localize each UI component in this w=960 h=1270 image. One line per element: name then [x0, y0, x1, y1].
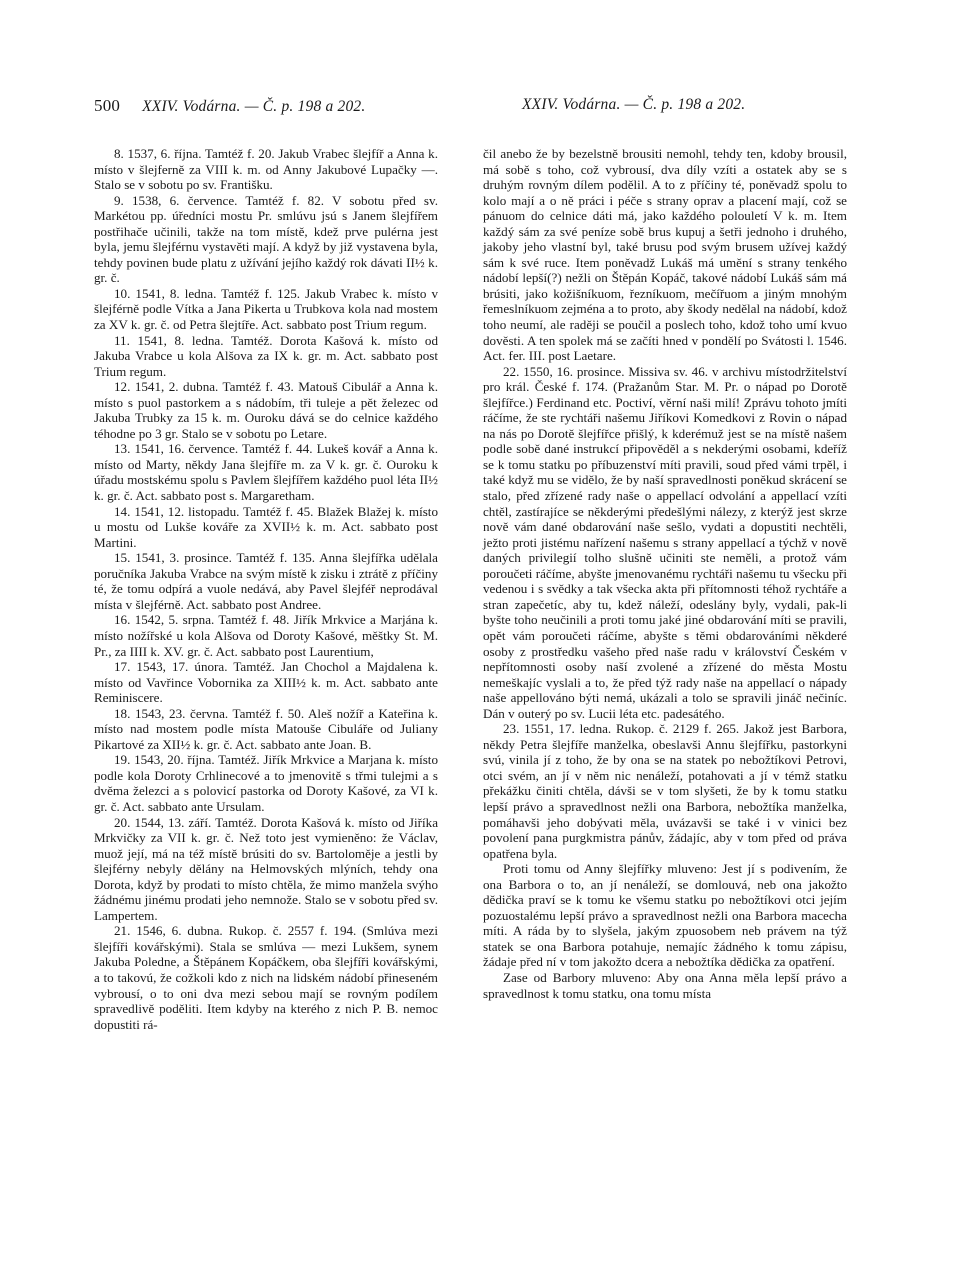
entry-21: 21. 1546, 6. dubna. Rukop. č. 2557 f. 194. (Smlúva mezi šlejfíři kovářskými). Stala se smlúva — mezi Lukšem, synem Jakuba Poledne, a Štěpánem Kopáčkem, oba šlejfíři kovářskými, a to takovú, že cožkoli kdo z nich na lidském nádobí přineseném vybrousí, o to oni dva mezi sebou mají se rovným podílem spravedlivě poděliti. Item kdyby na kterého z nich P. B. nemoc dopustiti rá-	[94, 923, 438, 1032]
entry-15: 15. 1541, 3. prosince. Tamtéž f. 135. Anna šlejfířka udělala poručníka Jakuba Vrabce na svým místě k zisku i ztrátě z příčiny té, že tomu odpírá a vuole nedává, aby Pavel šlejféř neprodával místa v šlejférně. Act. sabbato post Andree.	[94, 550, 438, 612]
page-number: 500	[94, 96, 121, 115]
entry-23-rebuttal: Zase od Barbory mluveno: Aby ona Anna měla lepší právo a spravedlnost k tomu statku, ona tomu místa	[483, 969, 847, 1001]
right-running-title: XXIV. Vodárna. — Č. p. 198 a 202.	[522, 96, 746, 113]
entry-10: 10. 1541, 8. ledna. Tamtéž f. 125. Jakub Vrabec k. místo v šlejférně podle Vítka a Jana Pikerta u Trubkova kola nad mostem za XV k. gr. č. od Petra šlejtíře. Act. sabbato post Trium regum.	[94, 285, 438, 333]
entry-13: 13. 1541, 16. července. Tamtéž f. 44. Lukeš kovář a Anna k. místo od Marty, někdy Jana šlejfíře m. za V k. gr. č. Ouroku k úřadu mostskému spolu s Pavlem šlejfířem každého puol léta II½ k. gr. č. Act. sabbato post s. Margaretham.	[94, 441, 438, 504]
entry-17: 17. 1543, 17. února. Tamtéž. Jan Chochol a Majdalena k. místo od Vavřince Vobornika za XIII½ k. m. Act. sabbato ante Reminiscere.	[94, 659, 438, 706]
entry-23: 23. 1551, 17. ledna. Rukop. č. 2129 f. 265. Jakož jest Barbora, někdy Petra šlejfíře manželka, obeslavši Annu šlejfířku, pastorkyni svú, vinila jí z toho, že by ona se na statek po nebožtíkovi Petrovi, otci svém, an jí v něm nic nenáleží, potahovati a jí v témž statku překážku činiti chtěla, dávši se v tom slyšeti, že by k tomu statku lepší právo a spravedlnost nežli ona Barbora, nebožtíka manželka, pomáhavši jeho dobývati měla, uvázavši se také i v vinici bez povolení pana purgkmistra pánův, žádajíc, aby v tom před od práva opatřena byla.	[483, 721, 847, 861]
entry-11: 11. 1541, 8. ledna. Tamtéž. Dorota Kašová k. místo od Jakuba Vrabce u kola Alšova za IX k. gr. m. Act. sabbato post Trium regum.	[94, 332, 438, 379]
left-running-title: XXIV. Vodárna. — Č. p. 198 a 202.	[142, 98, 366, 115]
entry-16: 16. 1542, 5. srpna. Tamtéž f. 48. Jiřík Mrkvice a Marjána k. místo nožířské u kola Alšova od Doroty Kašové, měštky St. M. Pr., za IIII k. XV. gr. č. Act. sabbato post Laurentium,	[94, 612, 438, 659]
left-text-column	[94, 146, 438, 1032]
entry-22: 22. 1550, 16. prosince. Missiva sv. 46. v archivu místodržitelství pro král. České f. 174. (Pražanům Star. M. Pr. o nápad po Dorotě šlejfířce.) Ferdinand etc. Poctiví, věrní naši milí! Zprávu tohoto jmíti ráčíme, že ste rychtáři našemu Jiříkovi Komedkovi z Rovin o nápad na nás po Dorotě šlejfířce přišlý, k kderémuž jest se na místě našem podle sobě dané instrukcí připověděl a s nekderými osobami, kdeříž se k tomu statku po příbuzenství míti pravili, soud před vámi trpěl, i také když mu se vidělo, že by naší spravedlnosti poněkud skrácení se stalo, před zřízené rady naše o appellací odvolání a appellací vzíti chtěl, zastírajíce se někderými předešlými nálezy, z kterýž jest skrze nově vám dané obdarování naše sešlo, vydati a dopustiti nechtěli, ježto proti jistému nařízení našemu s strany appellací a týchž v nově daných privilegií tolho slušně učiniti ste neměli, a protož vám poroučeti ráčíme, abyšte jmenovanému rychtáři našemu tu všecku při vedenou i s svědky a tak všecka akta při přítomnosti téhož rychtáře a stran zapečetíc, aby tu, kdež náleží, odeslány byly, vydali, pak-li byšte toho neučinili a proti tomu jaké jiné obdarování míti se pravili, opět vám poroučeti ráčíme, abyšte s těmi obdarováními někderé osoby z prostředku vašeho před naše radu v království Českém v nepřítomnosti osoby naší zvolené a zřízené do města Mostu nemeškajíc vyslali a to, že před týž rady naše na appellací o nápady naše appellováno býti nemá, ukázali a tolo se spravili jináč nečiníc. Dán v outerý po sv. Lucii léta etc. padesátého.	[483, 363, 847, 721]
entry-23-reply: Proti tomu od Anny šlejfířky mluveno: Jest jí s podivením, že ona Barbora o to, an jí nenáleží, se domlouvá, neb ona jakožto dědička praví se k tomu ke všemu statku po nebožtíkovi otci jejím pozuostalému lepší právo a spravedlnost nežli ona Barbora macecha míti. A ráda by to slyšela, jakým zpuosobem neb právem na týž statek se ona Barbora potahuje, nemajíc žádného k tomu zápisu, žádaje před ní v tom jakožto dcera a nebožtíka dědička za opatření.	[483, 861, 847, 970]
entry-8: 8. 1537, 6. října. Tamtéž f. 20. Jakub Vrabec šlejfíř a Anna k. místo v šlejferně za VIII k. m. od Anny Jakubové Lupačky —. Stalo se v sobotu po sv. Františku.	[94, 146, 438, 193]
right-page-header	[522, 96, 745, 114]
right-text-column	[483, 146, 847, 1001]
entry-20: 20. 1544, 13. září. Tamtéž. Dorota Kašová k. místo od Jiříka Mrkvičky za VII k. gr. č. Než toto jest vymieněno: že Václav, muož její, má na též místě brúsiti do sv. Bartoloměje a jestli by šlejférny nebyly dělány na Helmovských mlýních, tehdy ona Dorota, když by prodati to místo chtěla, že mimo manžela svýho žádnému jinému prodati jeho nemnože. Stalo se v sobotu před sv. Lampertem.	[94, 814, 438, 923]
left-page-header	[94, 96, 365, 116]
entry-12: 12. 1541, 2. dubna. Tamtéž f. 43. Matouš Cibulář a Anna k. místo s puol pastorkem a s nádobím, tři tuleje a pět železec od Jakuba Trubky za 15 k. m. Ouroku dává se do celnice každého téhodne po 3 gr. Stalo se v sobotu po Letare.	[94, 379, 438, 441]
entry-21-continuation: čil anebo že by bezelstně brousiti nemohl, tehdy ten, kdoby brousil, má sobě s toho, což vybrousí, dva díly vzíti a ostatek aby se s druhým rovným dílem podělil. A to z příčiny té, poněvadž spolu to kolo mají a o ně práci i péče s strany oprav a placení mají, což se pánuom do celnice dáti má, jako každého polouletí V k. m. Item každý sám za své peníze sobě brus kupuj a šetři jednoho i druhého, jakoby jeho vlastní byl, také brusu pod svým brusem užívej každý sám k své ruce. Item poněvadž Lukáš má umění s strany tenkého nádobí lepší(?) nežli on Štěpán Kopáč, takové nádobí Lukáš sám má brúsiti, jako kožišníkuom, řezníkuom, mečířuom a jiným mnohým řemeslníkuom zejména a to proto, aby škody nedělal na nádobí, kdož toho neumí, ale raději se poučil a poslech toho, kdož toho umí kvuo dověsti. A ten spolek má se začíti hned v pondělí po Svátosti l. 1546. Act. fer. III. post Laetare.	[483, 146, 847, 364]
entry-9: 9. 1538, 6. července. Tamtéž f. 82. V sobotu před sv. Markétou pp. úředníci mostu Pr. smlúvu jsú s Janem šlejfířem postřihače učinili, takže na tom místě, kdež prve pulérna jest byla, jemu šlejférnu vystavěti mají. A když by již vystavena byla, tehdy povinen bude platu z užívání jejího každý rok dávati II½ k. gr. č.	[94, 192, 438, 286]
entry-19: 19. 1543, 20. října. Tamtéž. Jiřík Mrkvice a Marjana k. místo podle kola Doroty Crhlinecové a to jmenovitě s třmi tulejmi a s dvěma železci a s polovicí pastorka od Doroty Kašové, za VI k. gr. č. Act. sabbato ante Ursulam.	[94, 752, 438, 814]
entry-18: 18. 1543, 23. června. Tamtéž f. 50. Aleš nožíř a Kateřina k. místo nad mostem podle místa Matouše Cibuláře od Juliany Pikartové za XII½ k. gr. č. Act. sabbato ante Joan. B.	[94, 705, 438, 752]
entry-14: 14. 1541, 12. listopadu. Tamtéž f. 45. Blažek Blažej k. místo u mostu od Lukše kováře za XVII½ k. m. Act. sabbato post Martini.	[94, 503, 438, 550]
